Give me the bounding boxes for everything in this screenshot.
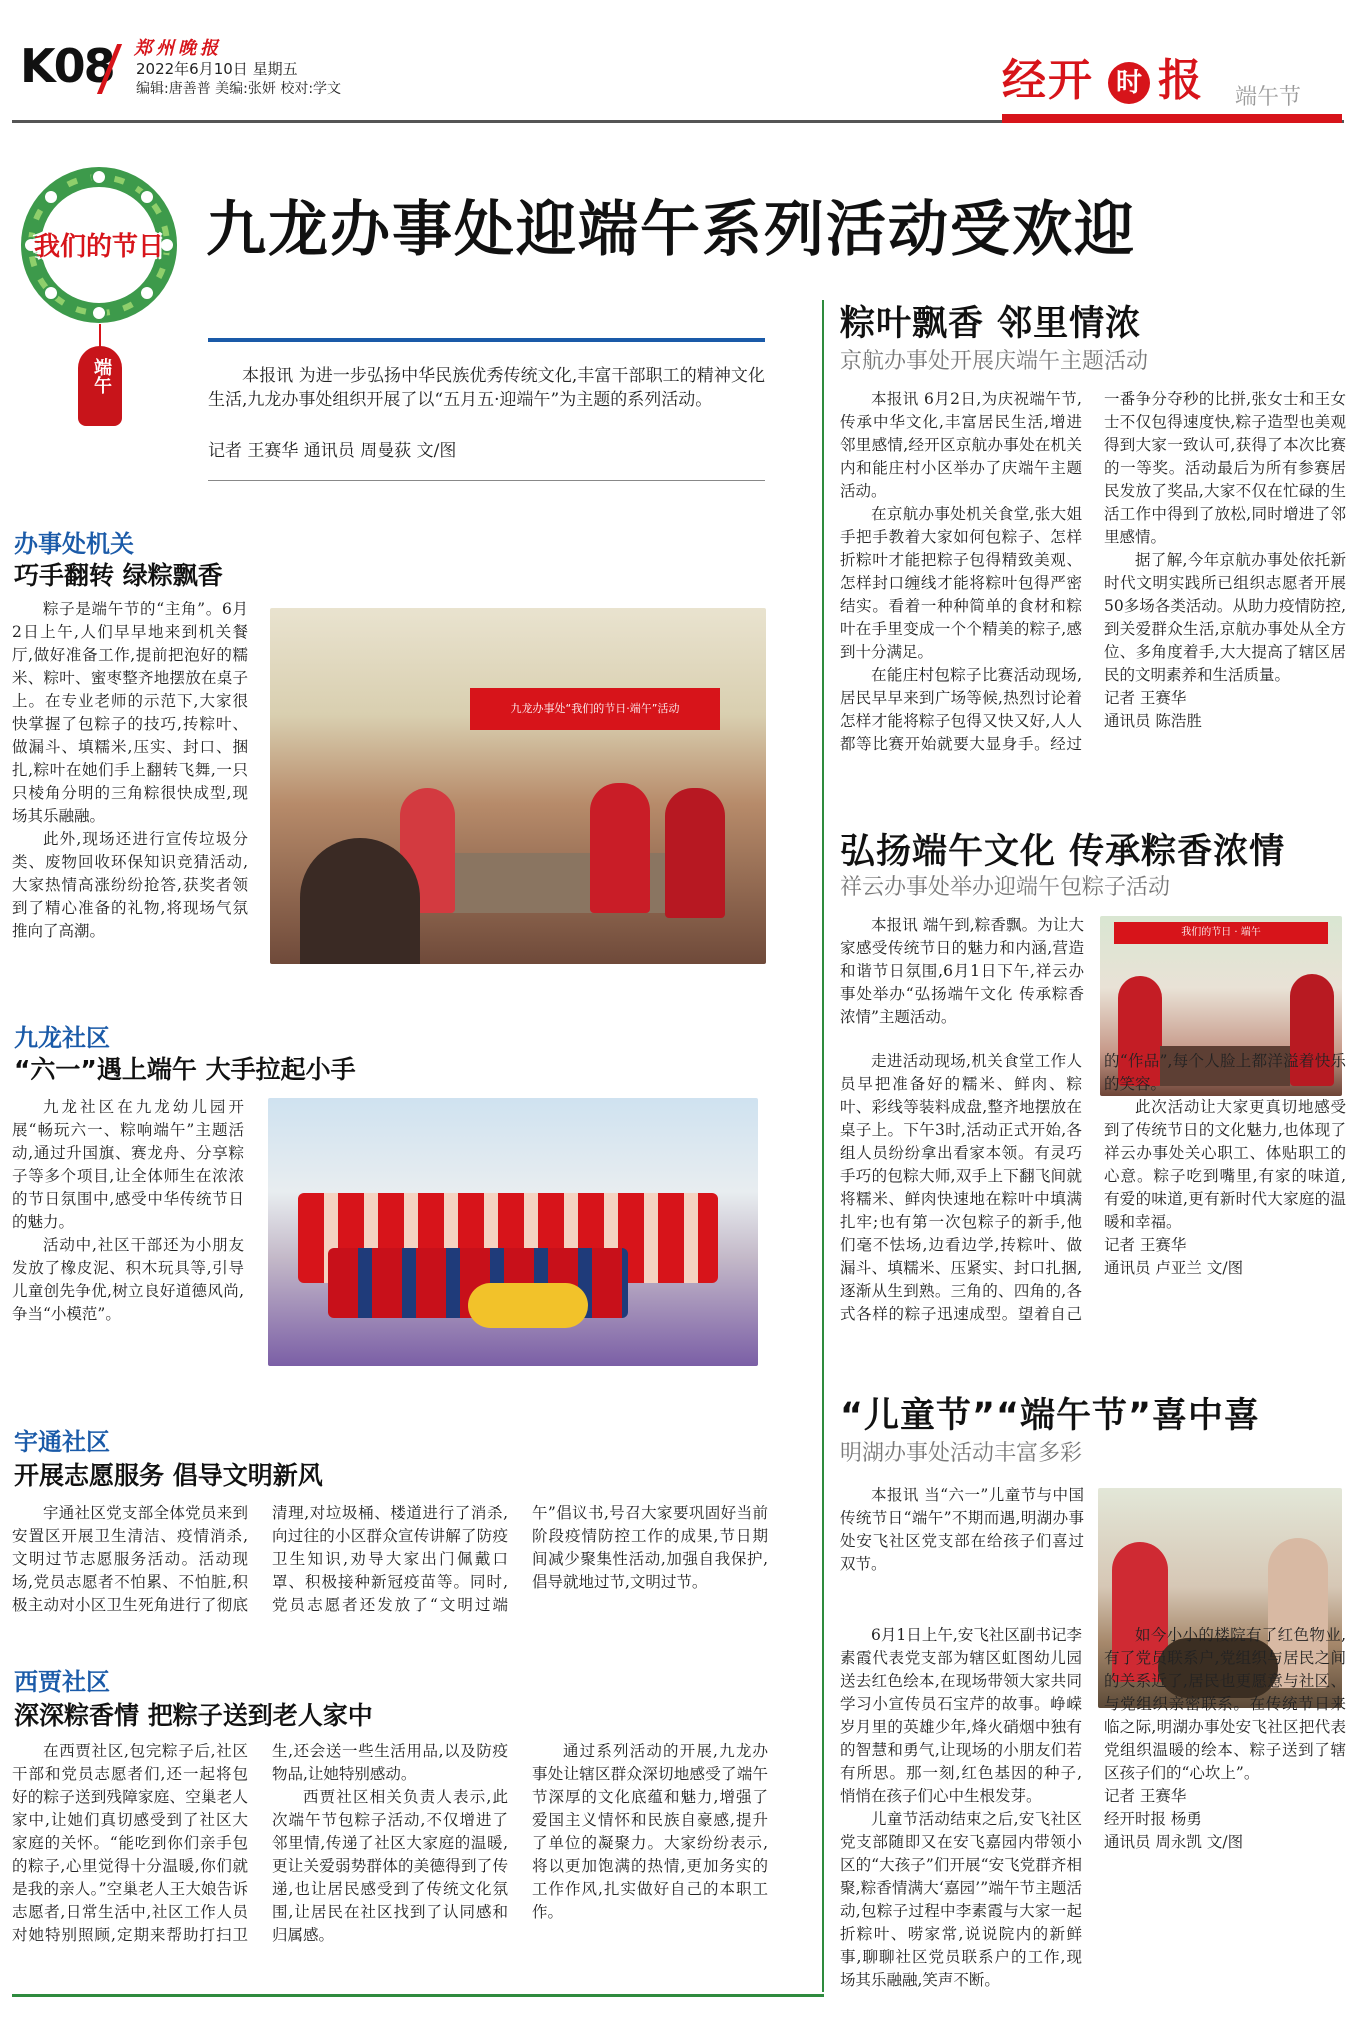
- paragraph: 粽子是端午节的“主角”。6月2日上午,人们早早地来到机关餐厅,做好准备工作,提前把泡好的糯米、粽叶、蜜枣整齐地摆放在桌子上。在专业老师的示范下,大家很快掌握了包粽子的技巧,抟粽叶、做漏斗、填糯米,压实、封口、捆扎,粽叶在她们手上翻转飞舞,一只只棱角分明的三角粽很快成型,现场其乐融融。: [12, 600, 248, 825]
- article-text: [840, 1484, 1084, 1576]
- article-subtitle: 明湖办事处活动丰富多彩: [840, 1441, 1083, 1466]
- article-title: 粽叶飘香 邻里情浓: [840, 304, 1142, 344]
- paragraph: 本报讯 当“六一”儿童节与中国传统节日“端午”不期而遇,明湖办事处安飞社区党支部在给孩子们喜过双节。: [840, 1486, 1084, 1573]
- byline-correspondent: 通讯员 陈浩胜: [1104, 712, 1202, 730]
- paragraph: 走进活动现场,机关食堂工作人员早把准备好的糯米、鲜肉、粽叶、彩线等装料成盘,整齐地摆放在桌子上。下午3时,活动正式开始,各组人员纷纷拿出看家本领。有灵巧手巧的包粽大师,双手上下翻飞间就将糯米、鲜肉快速地在粽叶中填满扎牢;也有第一次包粽子的新手,他们毫不怯场,边看边学,抟粽叶、做漏斗、填糯米、压紧实、封口扎捆,逐渐从生到熟。三角的、四角的,各式各样的粽子迅速成型。望着自己的“作品”,每个人脸上都洋溢着快乐的笑容。: [840, 1052, 1346, 1323]
- article-title: 弘扬端午文化 传承粽香浓情: [840, 832, 1286, 872]
- badge-tag: [78, 346, 122, 426]
- article-subtitle: 京航办事处开展庆端午主题活动: [840, 349, 1149, 374]
- header-red-bar: [1002, 114, 1342, 123]
- article-text: [840, 388, 1346, 756]
- byline-correspondent: 通讯员 卢亚兰 文/图: [1104, 1259, 1244, 1277]
- paragraph: 活动中,社区干部还为小朋友发放了橡皮泥、积木玩具等,引导儿童创先争优,树立良好道德风尚,争当“小模范”。: [12, 1236, 244, 1323]
- brand-badge: 时: [1108, 62, 1150, 104]
- paragraph: 6月1日上午,安飞社区副书记李素霞代表党支部为辖区虹图幼儿园送去红色绘本,在现场带领大家共同学习小宣传员石宝芹的故事。峥嵘岁月里的英雄少年,烽火硝烟中独有的智慧和勇气,让现场的小朋友们若有所思。那一刻,红色基因的种子,悄悄在孩子们心中生根发芽。: [840, 1626, 1082, 1805]
- article-text: [840, 914, 1084, 1029]
- paragraph: 在西贾社区,包完粽子后,社区干部和党员志愿者们,还一起将包好的粽子送到残障家庭、空巢老人家中,让她们真切感受到了社区大家庭的关怀。“能吃到你们亲手包的粽子,心里觉得十分温暖,你们就是我的亲人。”空巢老人王大娘告诉志愿者,日常生活中,社区工作人员对她特别照顾,定期来帮助打扫卫生,还会送一些生活用品,以及防疫物品,让她特别感动。: [12, 1742, 508, 1944]
- section-tag: 西贾社区: [14, 1668, 110, 1696]
- brand-right: 报: [1158, 55, 1202, 106]
- page-title: 九龙办事处迎端午系列活动受欢迎: [206, 195, 1136, 265]
- section-text: 宇通社区党支部全体党员来到安置区开展卫生清洁、疫情消杀,文明过节志愿服务活动。活动现场,党员志愿者不怕累、不怕脏,积极主动对小区卫生死角进行了彻底清理,对垃圾桶、楼道进行了消杀,向过往的小区群众宣传讲解了防疫卫生知识,劝导大家出门佩戴口罩、积极接种新冠疫苗等。同时,党员志愿者还发放了“文明过端午”倡议书,号召大家要巩固好当前阶段疫情防控工作的成果,节日期间减少聚集性活动,加强自我保护,倡导就地过节,文明过节。: [12, 1504, 768, 1614]
- byline-reporter: 记者 王赛华: [1104, 689, 1187, 707]
- paragraph: 本报讯 端午到,粽香飘。为让大家感受传统节日的魅力和内涵,营造和谐节日氛围,6月1日下午,祥云办事处举办“弘扬端午文化 传承粽香浓情”主题活动。: [840, 916, 1084, 1026]
- section-heading: 开展志愿服务 倡导文明新风: [14, 1461, 323, 1490]
- badge-string: [99, 324, 101, 348]
- article-title: “儿童节”“端午节”喜中喜: [840, 1396, 1261, 1436]
- section-tag: 办事处机关: [14, 530, 134, 558]
- editor-credits: 编辑:唐善普 美编:张妍 校对:学文: [136, 81, 342, 97]
- intro-bottombar: [208, 480, 765, 481]
- paragraph: 在能庄村包粽子比赛活动现场,居民早早来到广场等候,热烈讨论着怎样才能将粽子包得又快又好,人人都等比赛开始就要大显身手。经过一番争分夺秒的比拼,张女士和王女士不仅包得速度快,粽子造型也美观得到大家一致认可,获得了本次比赛的一等奖。活动最后为所有参赛居民发放了奖品,大家不仅在忙碌的生活工作中得到了放松,同时增进了邻里感情。: [840, 390, 1346, 753]
- byline-correspondent: 通讯员 周永凯 文/图: [1104, 1833, 1244, 1851]
- paragraph: 此次活动让大家更真切地感受到了传统节日的文化魅力,也体现了祥云办事处关心职工、体贴职工的心意。粽子吃到嘴里,有家的味道,有爱的味道,更有新时代大家庭的温暖和幸福。: [1104, 1098, 1346, 1231]
- article-subtitle: 祥云办事处举办迎端午包粽子活动: [840, 875, 1171, 900]
- photo-person: [590, 783, 650, 913]
- intro-topbar: [208, 338, 765, 342]
- section-heading: 巧手翻转 绿粽飘香: [14, 561, 223, 590]
- paragraph: 据了解,今年京航办事处依托新时代文明实践所已组织志愿者开展50多场各类活动。从助力疫情防控,到关爱群众生活,京航办事处从全方位、多角度着手,大大提高了辖区居民的文明素养和生活质量。: [1104, 551, 1346, 684]
- section-heading: “六一”遇上端午 大手拉起小手: [14, 1055, 356, 1084]
- photo-person: [665, 788, 725, 918]
- section-text: [12, 1740, 768, 1947]
- section-tag: 九龙社区: [14, 1024, 110, 1052]
- brand-left: 经开: [1002, 55, 1094, 106]
- festival-badge: [14, 160, 184, 330]
- right-column-rule: [822, 300, 824, 1992]
- intro-paragraph: 本报讯 为进一步弘扬中华民族优秀传统文化,丰富干部职工的精神文化生活,九龙办事处组织开展了以“五月五·迎端午”为主题的系列活动。: [208, 366, 765, 410]
- footer-green-rule: [12, 1994, 824, 1997]
- paragraph: 西贾社区相关负责人表示,此次端午节包粽子活动,不仅增进了邻里情,传递了社区大家庭的温暖,更让关爱弱势群体的美德得到了传递,也让居民感受到了传统文化氛围,让居民在社区找到了认同感和归属感。: [272, 1788, 508, 1944]
- article-text: [840, 1624, 1346, 2034]
- section-tag: 宇通社区: [14, 1428, 110, 1456]
- byline-reporter: 经开时报 杨勇: [1104, 1810, 1202, 1828]
- section-name: 端午节: [1235, 85, 1302, 110]
- paragraph: 此外,现场还进行宣传垃圾分类、废物回收环保知识竞猜活动,大家热情高涨纷纷抢答,获奖者领到了精心准备的礼物,将现场气氛推向了高潮。: [12, 830, 248, 940]
- section-heading: 深深粽香情 把粽子送到老人家中: [14, 1701, 373, 1730]
- paragraph: 九龙社区在九龙幼儿园开展“畅玩六一、粽响端午”主题活动,通过升国旗、赛龙舟、分享粽子等多个项目,让全体师生在浓浓的节日氛围中,感受中华传统节日的魅力。: [12, 1098, 244, 1231]
- badge-text: 我们的节日: [33, 232, 164, 262]
- photo-person: [300, 838, 420, 964]
- byline-reporter: 记者 王赛华: [1104, 1787, 1187, 1805]
- paragraph: 在京航办事处机关食堂,张大姐手把手教着大家如何包粽子、怎样折粽叶才能把粽子包得精致美观、怎样封口缠线才能将粽叶包得严密结实。看着一种种简单的食材和粽叶在手里变成一个个精美的粽子,感到十分满足。: [840, 505, 1082, 661]
- section-text: [12, 598, 248, 943]
- photo-kindergarten: [268, 1098, 758, 1366]
- photo-banner: 我们的节日 · 端午: [1114, 922, 1328, 944]
- photo-banner: 九龙办事处“我们的节日·端午”活动: [470, 688, 720, 730]
- page-number: K08: [20, 39, 114, 93]
- photo-dragon-boat: [468, 1283, 588, 1328]
- section-text: [12, 1096, 244, 1326]
- paragraph: 通过系列活动的开展,九龙办事处让辖区群众深切地感受了端午节深厚的文化底蕴和魅力,增强了爱国主义情怀和民族自豪感,提升了单位的凝聚力。大家纷纷表示,将以更加饱满的热情,更加务实的工作作风,扎实做好自己的本职工作。: [532, 1742, 768, 1921]
- photo-zongzi-workshop: [270, 608, 766, 964]
- paragraph: 儿童节活动结束之后,安飞社区党支部随即又在安飞嘉园内带领小区的“大孩子”们开展“安飞党群齐相聚,粽香情满大‘嘉园’”端午节主题活动,包粽子过程中李素霞与大家一起折粽叶、唠家常,说说院内的新鲜事,聊聊社区党员联系户的工作,现场其乐融融,笑声不断。: [840, 1810, 1082, 1989]
- paper-name-logo: 郑州晚报: [134, 38, 222, 59]
- byline-reporter: 记者 王赛华: [1104, 1236, 1187, 1254]
- paragraph: 如今小小的楼院有了红色物业,有了党员联系户,党组织与居民之间的关系近了,居民也更愿意与社区、与党组织亲密联系。在传统节日来临之际,明湖办事处安飞社区把代表党组织温暖的绘本、粽子送到了辖区孩子们的“心坎上”。: [1104, 1626, 1346, 1782]
- badge-tag-text: 端午: [91, 358, 112, 394]
- article-text: [840, 1050, 1346, 1340]
- issue-date: 2022年6月10日 星期五: [136, 60, 298, 78]
- intro-byline: 记者 王赛华 通讯员 周曼荻 文/图: [208, 441, 457, 461]
- paragraph: 本报讯 6月2日,为庆祝端午节,传承中华文化,丰富居民生活,增进邻里感情,经开区京航办事处在机关内和能庄村小区举办了庆端午主题活动。: [840, 390, 1082, 500]
